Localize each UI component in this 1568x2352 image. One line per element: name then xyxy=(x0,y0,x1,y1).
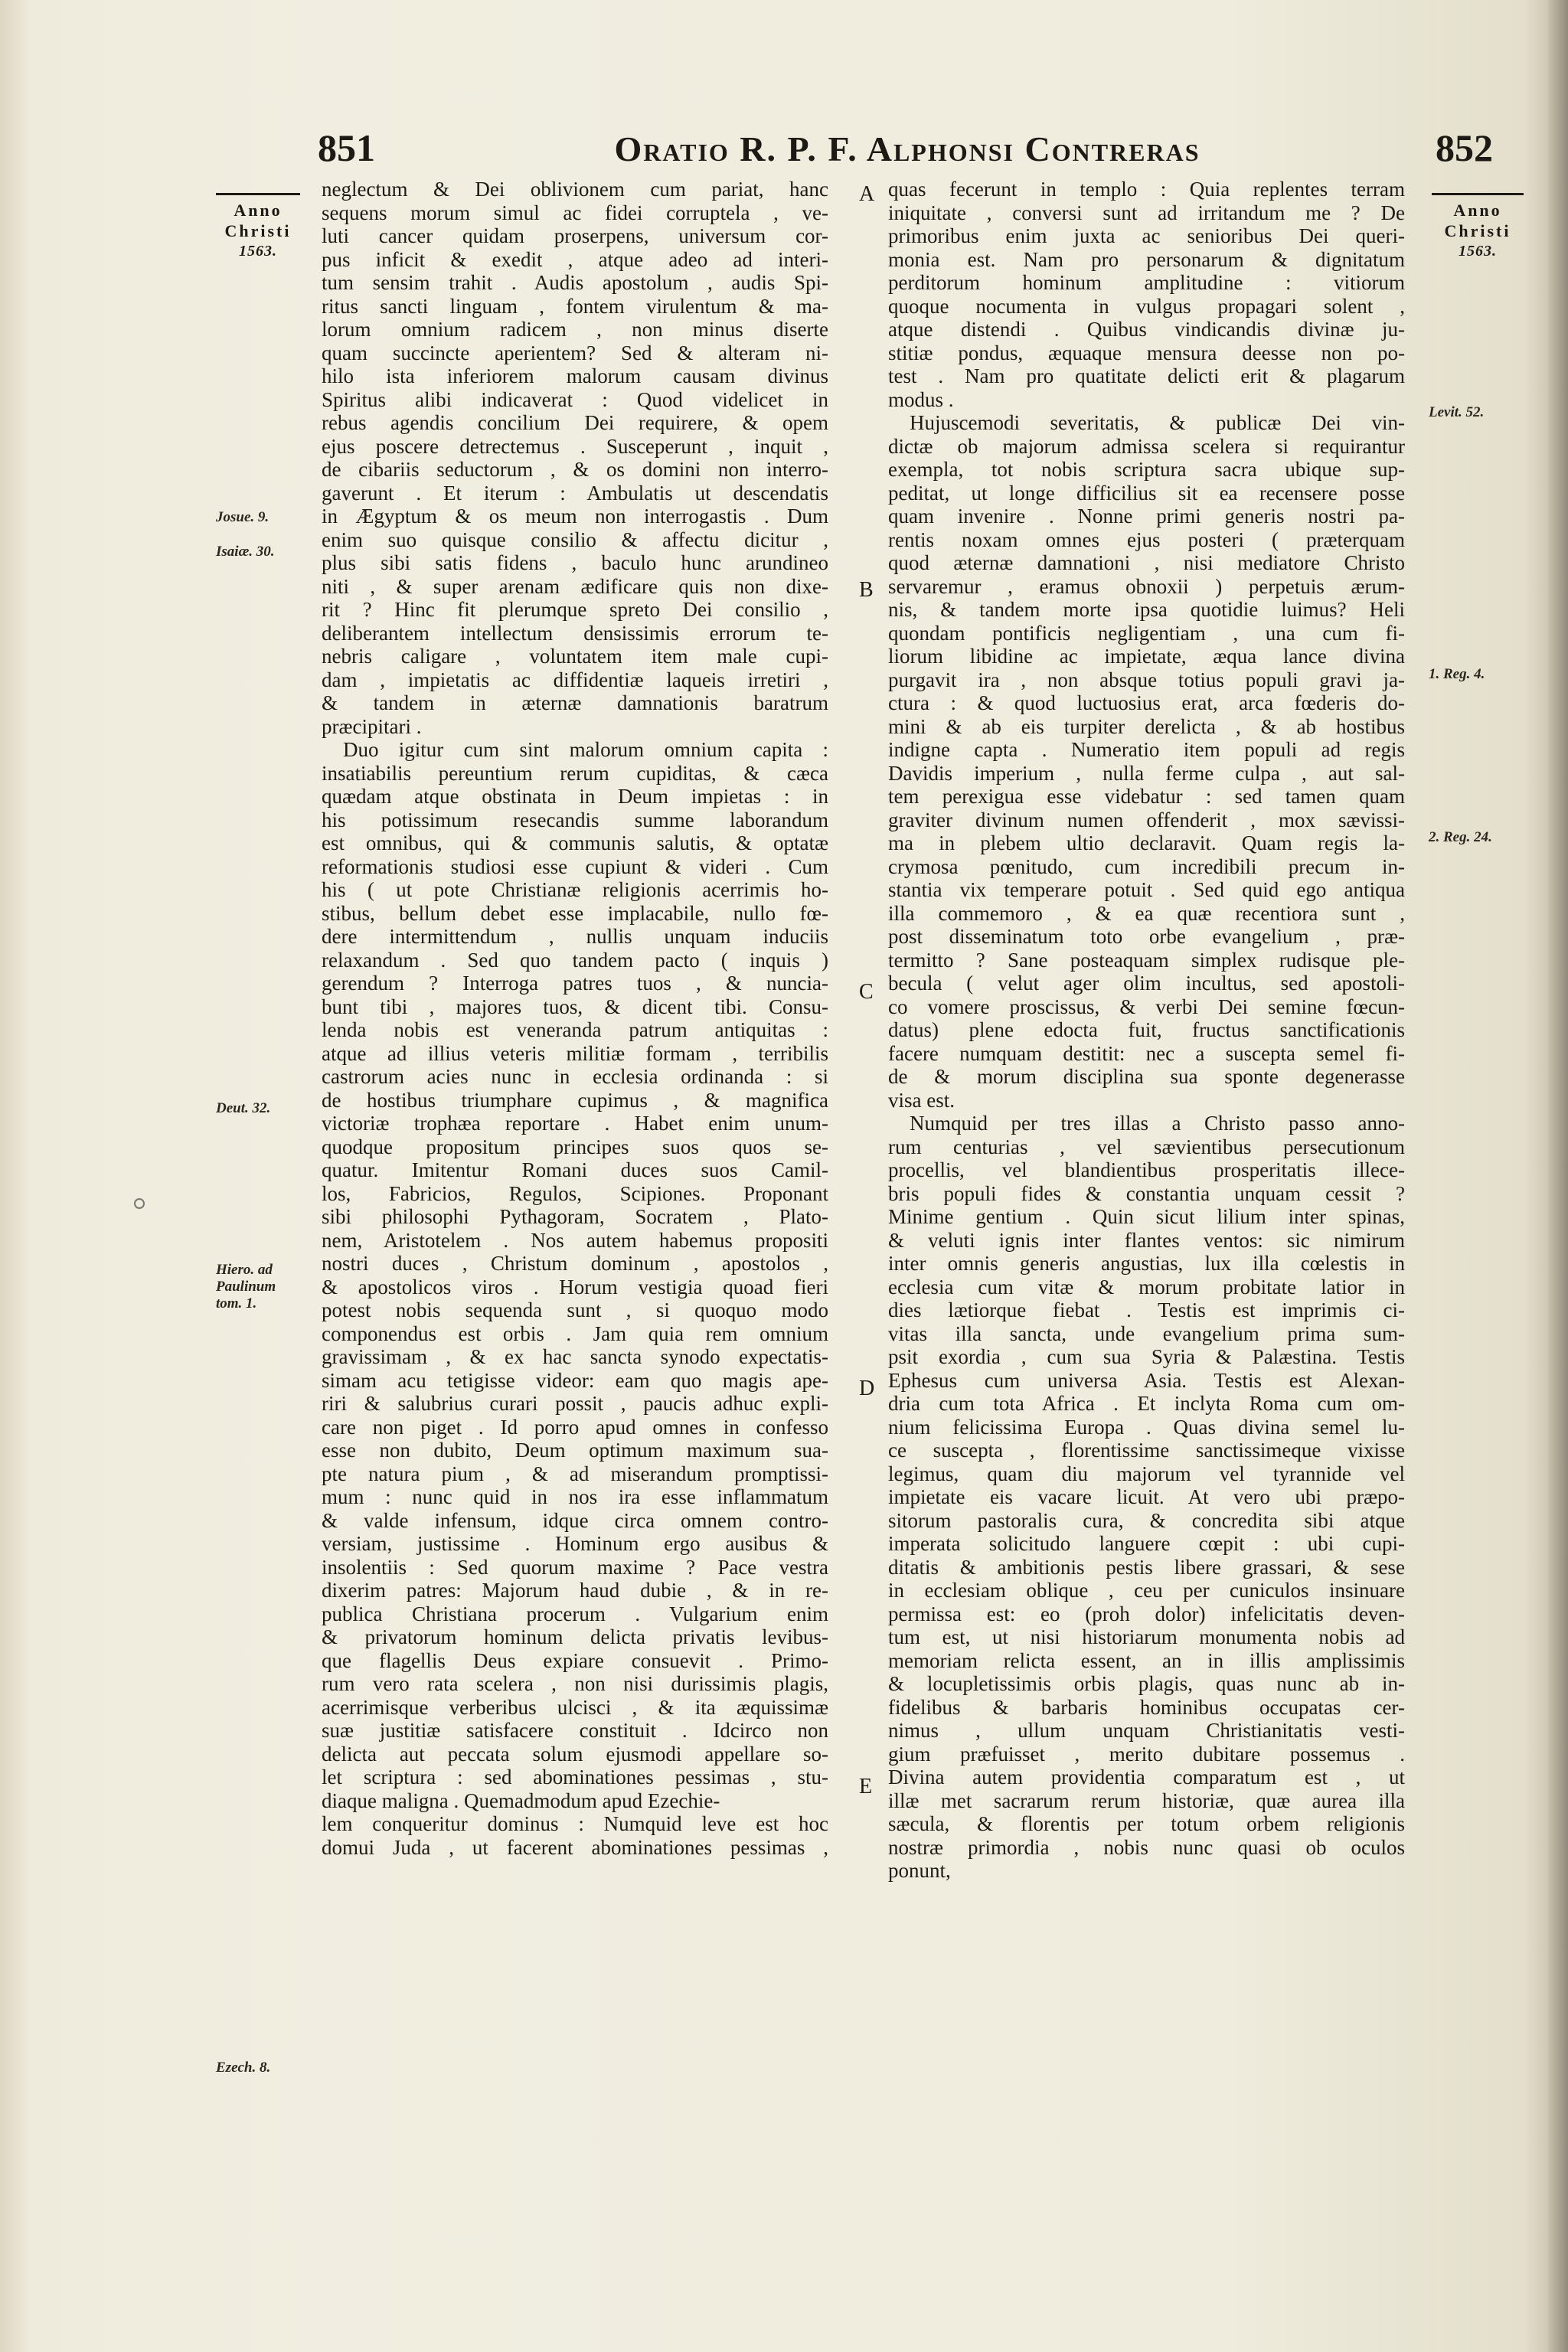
text-line: deliberantem intellectum densissimis errorum te- xyxy=(322,621,828,645)
text-line: ecclesia cum vitæ & morum probitate latior in xyxy=(888,1275,1405,1298)
text-line: legimus, quam diu majorum vel tyrannide vel xyxy=(888,1462,1405,1485)
text-line: stantia vix temperare potuit . Sed quid ego antiqua xyxy=(888,878,1405,901)
anno-word: Anno xyxy=(1453,201,1502,220)
text-line: ritus sancti linguam , fontem virulentum & ma- xyxy=(322,294,828,318)
text-line: atque ad illius veteris militiæ formam , terribilis xyxy=(322,1041,828,1065)
text-line: gravissimam , & ex hac sancta synodo expectatis- xyxy=(322,1345,828,1368)
page-number-left: 851 xyxy=(318,126,375,169)
text-line: componendus est orbis . Jam quia rem omnium xyxy=(322,1321,828,1345)
text-line: luti cancer quidam proserpens, universum cor- xyxy=(322,224,828,247)
section-letter: A xyxy=(859,182,875,206)
text-line: de cibariis seductorum , & os domini non interro- xyxy=(322,458,828,481)
text-line: graviter divinum numen offenderit , mox sævissi- xyxy=(888,808,1405,831)
text-line: lem conqueritur dominus : Numquid leve est hoc xyxy=(322,1812,828,1835)
section-letter: D xyxy=(859,1377,875,1400)
text-line: gium præfuisset , merito dubitare possemus . xyxy=(888,1742,1405,1766)
text-line: & valde infensum, idque circa omnem contro- xyxy=(322,1508,828,1532)
text-line: let scriptura : sed abominationes pessimas , stu- xyxy=(322,1766,828,1788)
anno-word: Anno xyxy=(234,201,283,220)
text-line: sequens morum simul ac fidei corruptela , ve- xyxy=(322,201,828,224)
text-line: ctura : & quod luctuosius erat, arca fœderis do- xyxy=(888,691,1405,714)
section-letter: B xyxy=(859,578,874,602)
text-line: tem perexigua esse videbatur : sed tamen quam xyxy=(888,785,1405,808)
year-label: 1563. xyxy=(1459,243,1497,260)
text-line: procellis, vel blandientibus prosperitatis illece- xyxy=(888,1158,1405,1181)
text-line: ce suscepta , florentissime sanctissimeque vixisse xyxy=(888,1439,1405,1462)
text-line: sæcula, & florentis per totum orbem religionis xyxy=(888,1812,1405,1835)
text-line: quas fecerunt in templo : Quia replentes terram xyxy=(888,178,1405,201)
margin-note-right: 2. Reg. 24. xyxy=(1429,829,1492,845)
text-line: plus sibi satis fidens , baculo hunc arundineo xyxy=(322,551,828,574)
text-line: & locupletissimis orbis plagis, quas nunc ab in- xyxy=(888,1672,1405,1695)
christi-word: Christi xyxy=(1444,221,1511,240)
text-line: purgavit ira , non absque totius populi gravi ja- xyxy=(888,668,1405,691)
text-line: visa est. xyxy=(888,1088,955,1112)
text-line: hilo ista inferiorem malorum causam divinus xyxy=(322,364,828,387)
text-line: versiam, justissime . Hominum ergo ausibus & xyxy=(322,1532,828,1555)
text-line: esse non dubito, Deum optimum maximum sua- xyxy=(322,1439,828,1462)
text-line: quam invenire . Nonne primi generis nostri pa- xyxy=(888,505,1405,528)
margin-note-left: Ezech. 8. xyxy=(216,2060,271,2076)
text-line: dictæ ob majorum admissa scelera si requirantur xyxy=(888,434,1405,458)
text-line: est omnibus, qui & communis salutis, & optatæ xyxy=(322,831,828,854)
text-line: nebris caligare , voluntatem item male cupi- xyxy=(322,645,828,668)
text-line: atque distendi . Quibus vindicandis divinæ ju- xyxy=(888,318,1405,341)
text-line: ejus poscere detrectemus . Susceperunt , inquit , xyxy=(322,434,828,458)
text-line: victoriæ trophæa reportare . Habet enim unum- xyxy=(322,1112,828,1135)
margin-note-left: Josue. 9. xyxy=(216,509,270,525)
text-line: gaverunt . Et iterum : Ambulatis ut descendatis xyxy=(322,481,828,505)
text-line: præcipitari . xyxy=(322,714,422,738)
text-line: insatiabilis pereuntium rerum cupiditas, & cæca xyxy=(322,761,828,785)
text-line: delicta aut peccata solum ejusmodi appellare so- xyxy=(322,1742,828,1766)
text-line: memoriam relicta essent, an in illis amplissimis xyxy=(888,1648,1405,1672)
text-line: relaxandum . Sed quo tandem pacto ( inquis ) xyxy=(322,948,828,972)
text-line: becula ( velut ager olim incultus, sed apostoli- xyxy=(888,972,1405,995)
text-line: tum est, ut nisi historiarum monumenta nobis ad xyxy=(888,1625,1405,1648)
text-line: servaremur , eramus obnoxii ) perpetuis ærum- xyxy=(888,574,1405,598)
text-line: in Ægyptum & os meum non interrogastis . Dum xyxy=(322,505,828,528)
text-line: reformationis studiosi esse cupiunt & videri . Cum xyxy=(322,854,828,878)
text-line: acerrimisque verberibus ulcisci , & ita æquissimæ xyxy=(322,1695,828,1719)
text-line: inter omnis generis angustias, lux illa cœlestis in xyxy=(888,1252,1405,1275)
running-header xyxy=(310,122,1493,176)
text-line: nium felicissima Europa . Quas divina semel lu- xyxy=(888,1415,1405,1439)
text-line: nem, Aristotelem . Nos autem habemus propositi xyxy=(322,1228,828,1252)
text-line: quoque nocumenta in vulgus propagari solent , xyxy=(888,294,1405,318)
text-line: bunt tibi , majores tuos, & dicent tibi. Consu- xyxy=(322,995,828,1018)
text-line: nimus , ullum unquam Christianitatis vesti- xyxy=(888,1719,1405,1742)
text-line: quatur. Imitentur Romani duces suos Camil- xyxy=(322,1158,828,1181)
text-line: bris populi fides & constantia unquam cessit ? xyxy=(888,1181,1405,1205)
text-line: & apostolicos viros . Horum vestigia quoad fieri xyxy=(322,1275,828,1298)
text-column-left xyxy=(322,178,828,1859)
text-line: ma in plebem ultio declaravit. Quam regis la- xyxy=(888,831,1405,854)
text-line: vitas illa sancta, unde evangelium prima sum- xyxy=(888,1321,1405,1345)
text-line: insolentiis : Sed quorum maxime ? Pace vestra xyxy=(322,1555,828,1579)
text-line: test . Nam pro quatitate delicti erit & plagarum xyxy=(888,364,1405,387)
text-line: simam acu tetigisse videor: eam quo magis ape- xyxy=(322,1368,828,1392)
text-line: modus . xyxy=(888,387,954,411)
text-line: pus inficit & exedit , atque adeo ad interi- xyxy=(322,247,828,271)
text-line: de & morum disciplina sua sponte degenerasse xyxy=(888,1065,1405,1088)
text-line: mini & ab eis turpiter derelicta , & ab hostibus xyxy=(888,714,1405,738)
text-line: nis, & tandem morte ipsa quotidie luimus? Heli xyxy=(888,598,1405,621)
text-line: dies lætiorque fiebat . Testis est imprimis ci- xyxy=(888,1298,1405,1321)
text-line: quam succincte aperientem? Sed & alteram ni- xyxy=(322,341,828,364)
text-line: crymosa pœnitudo, cum incredibili precum in- xyxy=(888,854,1405,878)
text-line: Hujuscemodi severitatis, & publicæ Dei vin- xyxy=(910,411,1405,434)
text-line: rum centurias , vel sævientibus persecutionum xyxy=(888,1135,1405,1158)
text-line: de hostibus triumphare cupimus , & magnifica xyxy=(322,1088,828,1112)
text-line: nostræ primordia , nobis nunc quasi ob oculos xyxy=(888,1835,1405,1859)
text-line: suæ justitiæ satisfacere constituit . Idcirco non xyxy=(322,1719,828,1742)
text-line: fidelibus & barbaris hominibus occupatas cer- xyxy=(888,1695,1405,1719)
text-line: niti , & super arenam ædificare quis non dixe- xyxy=(322,574,828,598)
text-line: rum vero rata scelera , non nisi durissimis plagis, xyxy=(322,1672,828,1695)
text-line: rit ? Hinc fit plerumque spreto Dei consilio , xyxy=(322,598,828,621)
margin-note-left: Hiero. ad Paulinum tom. 1. xyxy=(216,1262,276,1312)
text-line: potest nobis sequenda sunt , si quoquo modo xyxy=(322,1298,828,1321)
text-line: riri & salubrius curari possit , paucis adhuc expli- xyxy=(322,1392,828,1415)
text-line: gerendum ? Interroga patres tuos , & nuncia- xyxy=(322,972,828,995)
margin-note-left: Isaiæ. 30. xyxy=(216,544,275,560)
text-line: lorum omnium radicem , non minus diserte xyxy=(322,318,828,341)
text-line: rentis noxam omnes ejus posteri ( præterquam xyxy=(888,528,1405,551)
text-line: ponunt, xyxy=(888,1859,951,1882)
text-line: dixerim patres: Majorum haud dubie , & in re- xyxy=(322,1579,828,1602)
text-line: perditorum hominum amplitudine : vitiorum xyxy=(888,271,1405,294)
book-binding-edge xyxy=(1548,0,1568,2352)
text-line: ditatis & ambitionis pestis libere grassari, & sese xyxy=(888,1555,1405,1579)
text-line: permissa est: eo (proh dolor) infelicitatis deven- xyxy=(888,1602,1405,1625)
text-line: datus) plene edocta fuit, fructus sanctificationis xyxy=(888,1018,1405,1041)
year-heading-left xyxy=(216,193,300,262)
text-line: & tandem in æternæ damnationis baratrum xyxy=(322,691,828,714)
text-line: Spiritus alibi indicaverat : Quod videlicet in xyxy=(322,387,828,411)
text-line: iniquitate , conversi sunt ad irritandum me ? De xyxy=(888,201,1405,224)
text-line: que flagellis Deus expiare consuevit . Primo- xyxy=(322,1648,828,1672)
margin-note-right: Levit. 52. xyxy=(1429,404,1485,420)
text-line: dam , impietatis ac diffidentiæ laqueis irretiri , xyxy=(322,668,828,691)
text-line: imperata solicitudo languere cœpit : ubi cupi- xyxy=(888,1532,1405,1555)
year-heading-right xyxy=(1432,193,1524,262)
running-title: Oratio R. P. F. Alphonsi Contreras xyxy=(614,129,1200,168)
text-line: indigne capta . Numeratio item populi ad regis xyxy=(888,738,1405,761)
text-line: los, Fabricios, Regulos, Scipiones. Proponant xyxy=(322,1181,828,1205)
text-line: Minime gentium . Quin sicut lilium inter spinas, xyxy=(888,1205,1405,1228)
text-line: illa commemoro , & ea quæ recentiora sunt , xyxy=(888,901,1405,925)
text-line: Duo igitur cum sint malorum omnium capita : xyxy=(343,738,828,761)
text-line: his ( ut pote Christianæ religionis acerrimis ho- xyxy=(322,878,828,901)
text-line: illæ met sacrarum rerum historiæ, quæ aurea illa xyxy=(888,1788,1405,1812)
text-line: sitorum pastoralis cura, & concredita sibi atque xyxy=(888,1508,1405,1532)
year-label: 1563. xyxy=(239,243,277,260)
text-line: quædam atque obstinata in Deum impietas : in xyxy=(322,785,828,808)
text-line: & veluti ignis inter flantes ventos: sic nimirum xyxy=(888,1228,1405,1252)
text-line: stitiæ pondus, æquaque mensura deesse non po- xyxy=(888,341,1405,364)
text-line: sibi philosophi Pythagoram, Socratem , Plato- xyxy=(322,1205,828,1228)
text-line: rebus agendis concilium Dei requirere, & opem xyxy=(322,411,828,434)
text-column-right xyxy=(888,178,1405,1883)
text-line: neglectum & Dei oblivionem cum pariat, hanc xyxy=(322,178,828,201)
text-line: monia est. Nam pro personarum & dignitatum xyxy=(888,247,1405,271)
text-line: diaque maligna . Quemadmodum apud Ezechie- xyxy=(322,1788,720,1812)
margin-note-right: 1. Reg. 4. xyxy=(1429,666,1485,682)
section-letter: E xyxy=(859,1775,873,1798)
text-line: liorum libidine ac impietate, æqua lance divina xyxy=(888,645,1405,668)
ink-mark xyxy=(134,1198,145,1209)
text-line: quod æternæ damnationi , nisi mediatore Christo xyxy=(888,551,1405,574)
text-line: & privatorum hominum delicta privatis levibus- xyxy=(322,1625,828,1648)
page-number-right: 852 xyxy=(1436,126,1493,169)
text-line: his potissimum resecandis summe laborandum xyxy=(322,808,828,831)
text-line: nostri duces , Christum dominum , apostolos , xyxy=(322,1252,828,1275)
section-letter: C xyxy=(859,980,874,1004)
text-line: psit exordia , cum sua Syria & Palæstina. Testis xyxy=(888,1345,1405,1368)
text-line: care non piget . Id porro apud omnes in confesso xyxy=(322,1415,828,1439)
text-line: Davidis imperium , nulla ferme culpa , aut sal- xyxy=(888,761,1405,785)
text-line: pte natura pium , & ad miserandum promptissi- xyxy=(322,1462,828,1485)
text-line: dere intermittendum , nullis unquam induciis xyxy=(322,925,828,948)
text-line: quondam pontificis negligentiam , una cum fi- xyxy=(888,621,1405,645)
text-line: dria cum tota Africa . Et inclyta Roma cum om- xyxy=(888,1392,1405,1415)
text-line: castrorum acies nunc in ecclesia ordinanda : si xyxy=(322,1065,828,1088)
text-line: co vomere proscissus, & verbi Dei semine fœcun- xyxy=(888,995,1405,1018)
text-line: domui Juda , ut facerent abominationes pessimas , xyxy=(322,1835,828,1859)
text-line: enim suo quisque consilio & affectu dicitur , xyxy=(322,528,828,551)
text-line: tum sensim trahit . Audis apostolum , audis Spi- xyxy=(322,271,828,294)
text-line: termitto ? Sane posteaquam simplex rudisque ple- xyxy=(888,948,1405,972)
text-line: peditat, ut longe difficilius sit ea recensere posse xyxy=(888,481,1405,505)
text-line: lenda nobis est veneranda patrum antiquitas : xyxy=(322,1018,828,1041)
text-line: quodque propositum principes suos quos se- xyxy=(322,1135,828,1158)
text-line: Divina autem providentia comparatum est , ut xyxy=(888,1766,1405,1788)
margin-note-left: Deut. 32. xyxy=(216,1100,271,1116)
text-line: in ecclesiam oblique , ceu per cuniculos insinuare xyxy=(888,1579,1405,1602)
text-line: impietate eis vacare licuit. At vero ubi præpo- xyxy=(888,1485,1405,1508)
text-line: exempla, tot nobis scriptura sacra ubique sup- xyxy=(888,458,1405,481)
christi-word: Christi xyxy=(224,221,292,240)
text-line: stibus, bellum debet esse implacabile, nullo fœ- xyxy=(322,901,828,925)
text-line: primoribus enim juxta ac senioribus Dei queri- xyxy=(888,224,1405,247)
text-line: mum : nunc quid in nos ira esse inflammatum xyxy=(322,1485,828,1508)
text-line: facere numquam destitit: nec a suscepta semel fi- xyxy=(888,1041,1405,1065)
text-line: publica Christiana procerum . Vulgarium enim xyxy=(322,1602,828,1625)
text-line: Ephesus cum universa Asia. Testis est Alexan- xyxy=(888,1368,1405,1392)
text-line: post disseminatum toto orbe evangelium , præ- xyxy=(888,925,1405,948)
text-line: Numquid per tres illas a Christo passo anno- xyxy=(910,1112,1405,1135)
